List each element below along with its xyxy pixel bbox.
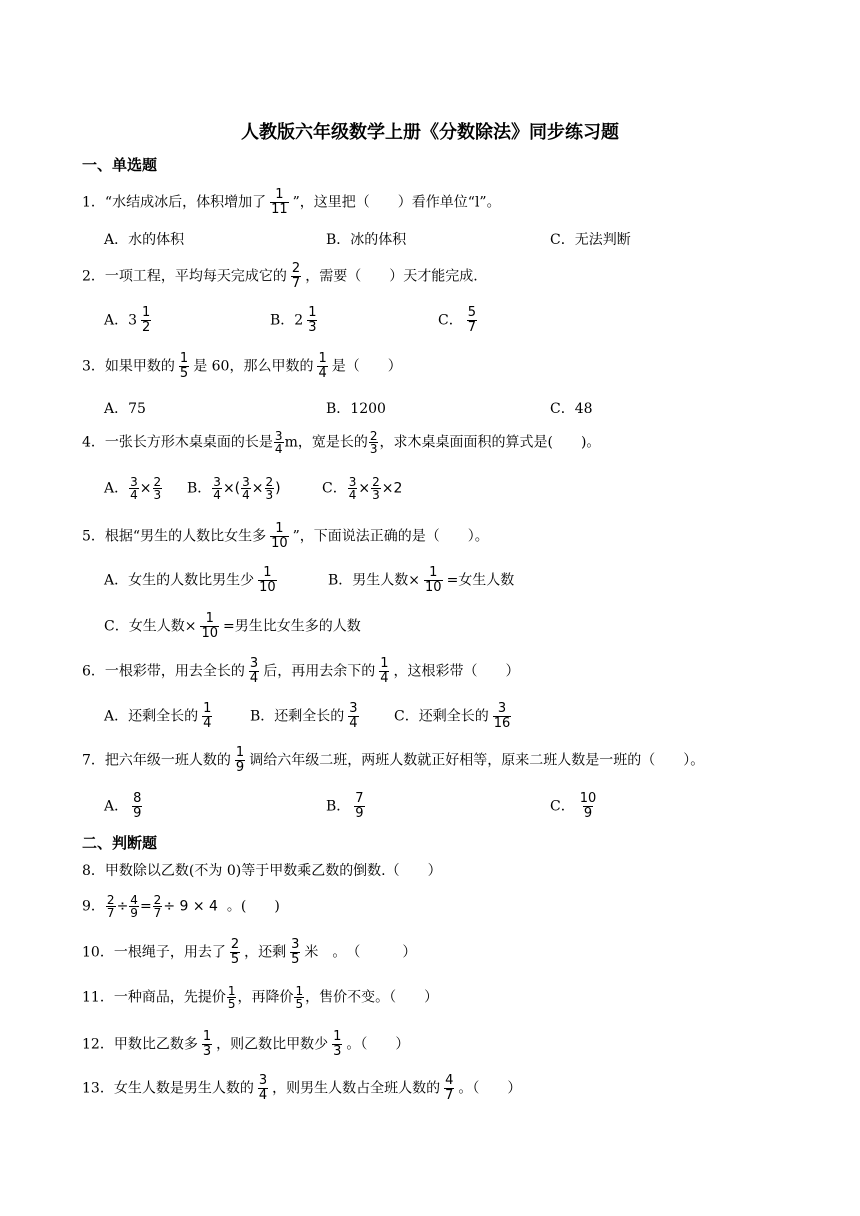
q1-option-c: C．无法判断 xyxy=(550,232,631,248)
question-7: 7．把六年级一班人数的 $\frac{1}{9}$ 调给六年级二班，两班人数就正好相等，原来二班人数是一班的（ ）。 xyxy=(82,745,705,775)
question-12: 12．甲数比乙数多 $\frac{1}{3}$ ，则乙数比甲数少 $\frac{1}{3}$ 。（ ） xyxy=(82,1029,410,1059)
section-heading-true-false: 二、判断题 xyxy=(82,834,158,852)
q5-option-c: C．女生人数× $\frac{1}{10}$ =男生比女生多的人数 xyxy=(104,611,361,641)
q2-option-a: A．3 $\frac{1}{2}$ xyxy=(104,305,151,335)
question-3: 3．如果甲数的 $\frac{1}{5}$ 是 60，那么甲数的 $\frac{1}{4}$ 是（ ） xyxy=(82,351,402,381)
q7-option-c: C． $\frac{10}{9}$ xyxy=(550,791,597,821)
question-10: 10．一根绳子，用去了 $\frac{2}{5}$ ，还剩 $\frac{3}{5}$ 米 。 （ ） xyxy=(82,937,417,967)
q1-option-b: B．冰的体积 xyxy=(326,232,407,248)
q6-option-c: C．还剩全长的 $\frac{3}{16}$ xyxy=(394,701,511,731)
q2-option-c: C． $\frac{5}{7}$ xyxy=(438,305,476,335)
document-title: 人教版六年级数学上册《分数除法》同步练习题 xyxy=(241,122,619,143)
q6-option-a: A．还剩全长的 $\frac{1}{4}$ xyxy=(104,701,212,731)
q6-option-b: B．还剩全长的 $\frac{3}{4}$ xyxy=(250,701,358,731)
question-8: 8．甲数除以乙数(不为 0)等于甲数乘乙数的倒数.（ ） xyxy=(82,863,442,879)
question-4: 4．一张长方形木桌桌面的长是 $\frac{3}{4}$ m，宽是长的 $\frac{2}{3}$ ，求木桌桌面面积的算式是( )。 xyxy=(82,429,601,456)
question-9: 9． $\frac{2}{7}$ ÷ $\frac{4}{9}$ = $\frac{2}{7}$ ÷ 9 × 4 。( ) xyxy=(82,893,280,920)
q7-option-b: B． $\frac{7}{9}$ xyxy=(326,791,364,821)
q4-option-a: A． $\frac{3}{4}$ × $\frac{2}{3}$ xyxy=(104,475,162,502)
q3-option-a: A．75 xyxy=(104,401,146,417)
question-5: 5．根据“男生的人数比女生多 $\frac{1}{10}$ ”，下面说法正确的是（ ）。 xyxy=(82,521,489,551)
q3-option-b: B．1200 xyxy=(326,401,386,417)
q4-option-b: B． $\frac{3}{4}$ ×( $\frac{3}{4}$ × $\frac{2}{3}$ ) xyxy=(187,475,281,502)
question-2: 2．一项工程，平均每天完成它的 $\frac{2}{7}$ ，需要（ ）天才能完成. xyxy=(82,261,478,291)
q4-option-c: C． $\frac{3}{4}$ × $\frac{2}{3}$ ×2 xyxy=(322,475,403,502)
section-heading-single-choice: 一、单选题 xyxy=(82,156,158,174)
q1-option-a: A．水的体积 xyxy=(104,232,185,248)
question-1: 1．“水结成冰后，体积增加了 $\frac{1}{11}$ ”，这里把（ ）看作单位“l”。 xyxy=(82,187,501,217)
q5-option-a: A．女生的人数比男生少 $\frac{1}{10}$ xyxy=(104,565,276,595)
q2-option-b: B．2 $\frac{1}{3}$ xyxy=(270,305,317,335)
fraction: $\frac{1}{11}$ xyxy=(271,187,288,217)
question-11: 11．一种商品，先提价 $\frac{1}{5}$ ，再降价 $\frac{1}{5}$ ，售价不变。（ ） xyxy=(82,984,439,1011)
q3-option-c: C．48 xyxy=(550,401,593,417)
q5-option-b: B．男生人数× $\frac{1}{10}$ =女生人数 xyxy=(328,565,515,595)
question-13: 13．女生人数是男生人数的 $\frac{3}{4}$ ，则男生人数占全班人数的 $\frac{4}{7}$ 。（ ） xyxy=(82,1073,522,1103)
q7-option-a: A． $\frac{8}{9}$ xyxy=(104,791,142,821)
question-6: 6．一根彩带，用去全长的 $\frac{3}{4}$ 后，再用去余下的 $\frac{1}{4}$ ，这根彩带（ ） xyxy=(82,656,520,686)
fraction: $\frac{2}{7}$ xyxy=(291,261,301,291)
